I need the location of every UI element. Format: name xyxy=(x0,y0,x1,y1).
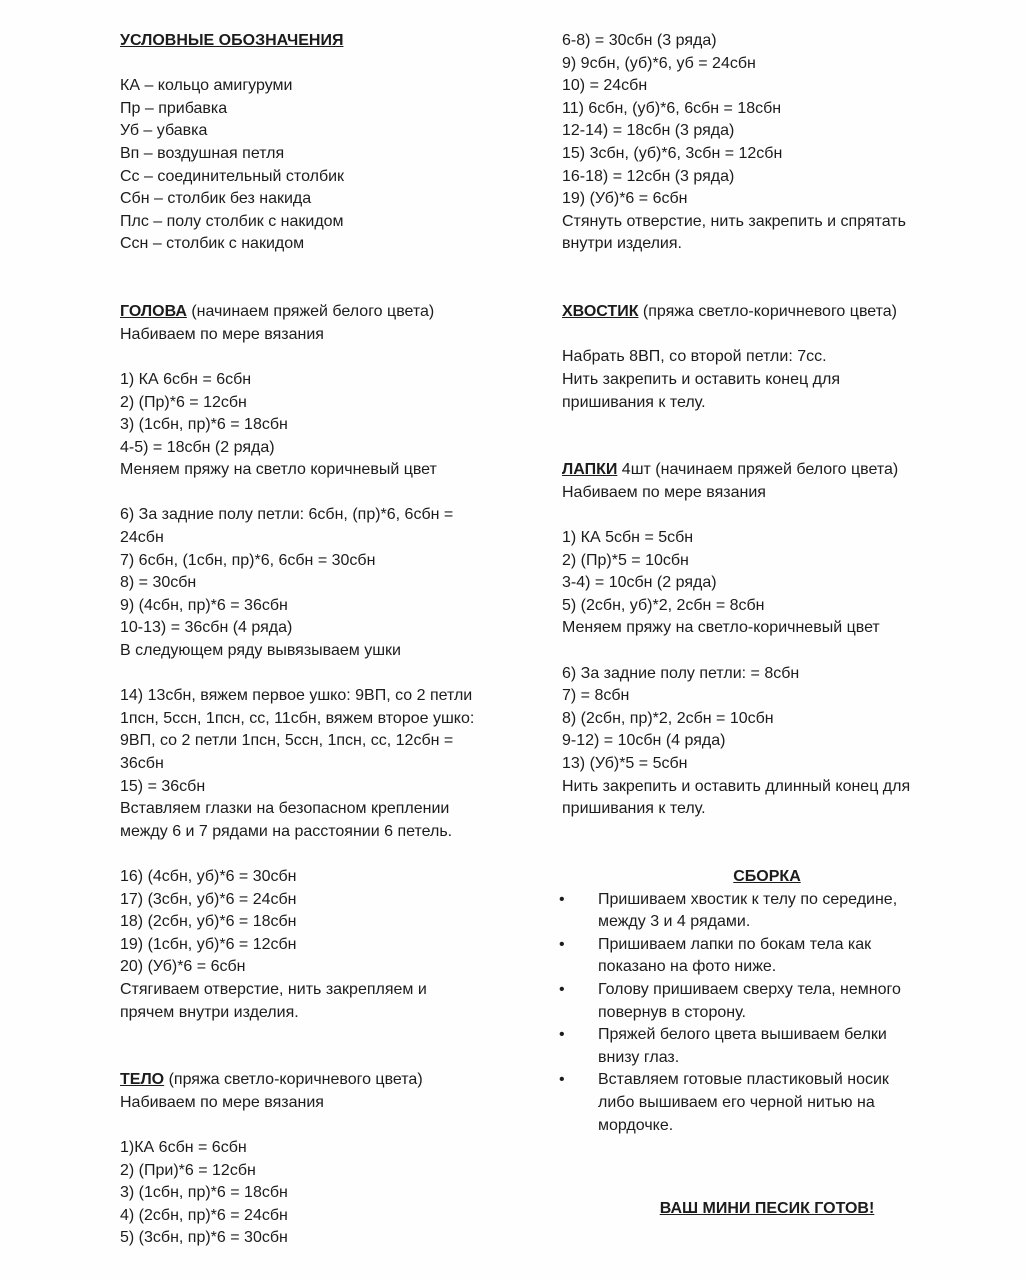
body-row: Стянуть отверстие, нить закрепить и спрятать xyxy=(562,212,906,230)
paws-row: 8) (2сбн, пр)*2, 2сбн = 10сбн xyxy=(562,709,774,727)
head-section-heading xyxy=(120,301,530,324)
assembly-item xyxy=(559,934,972,979)
paws-subtitle: 4шт (начинаем пряжей белого цвета) xyxy=(617,461,899,479)
body-note: Набиваем по мере вязания xyxy=(120,1093,324,1111)
legend-list xyxy=(120,75,530,256)
legend-item: Плс – полу столбик с накидом xyxy=(120,212,344,230)
legend-item: Сбн – столбик без накида xyxy=(120,190,312,208)
head-row: 14) 13сбн, вяжем первое ушко: 9ВП, со 2 петли xyxy=(120,687,473,705)
body-row: 5) (3сбн, пр)*6 = 30сбн xyxy=(120,1229,288,1247)
body-row: 11) 6сбн, (уб)*6, 6сбн = 18сбн xyxy=(562,99,782,117)
head-row: 9) (4сбн, пр)*6 = 36сбн xyxy=(120,596,288,614)
body-row: 10) = 24сбн xyxy=(562,77,648,95)
body-section-heading xyxy=(120,1069,530,1092)
tail-subtitle: (пряжа светло-коричневого цвета) xyxy=(638,303,897,321)
legend-item: Уб – убавка xyxy=(120,122,208,140)
head-row: 17) (3сбн, уб)*6 = 24сбн xyxy=(120,890,297,908)
head-subtitle: (начинаем пряжей белого цвета) xyxy=(186,303,435,321)
body-row: 3) (1сбн, пр)*6 = 18сбн xyxy=(120,1184,288,1202)
paws-row: 1) КА 5сбн = 5сбн xyxy=(562,529,694,547)
body-subtitle: (пряжа светло-коричневого цвета) xyxy=(164,1071,423,1089)
paws-row: Меняем пряжу на светло-коричневый цвет xyxy=(562,619,880,637)
body-title: ТЕЛО xyxy=(120,1071,165,1089)
assembly-item xyxy=(559,1024,972,1069)
head-row: 6) За задние полу петли: 6сбн, (пр)*6, 6сбн = xyxy=(120,506,454,524)
head-row: Стягиваем отверстие, нить закрепляем и xyxy=(120,980,427,998)
paws-row: 7) = 8сбн xyxy=(562,687,630,705)
head-row: 18) (2сбн, уб)*6 = 18сбн xyxy=(120,913,297,931)
tail-row: Набрать 8ВП, со второй петли: 7сс. xyxy=(562,348,827,366)
right-column xyxy=(559,30,972,1237)
head-row: 1псн, 5ссн, 1псн, сс, 11сбн, вяжем второе ушко: xyxy=(120,709,475,727)
head-row: 4-5) = 18сбн (2 ряда) xyxy=(120,438,275,456)
head-row: 7) 6сбн, (1сбн, пр)*6, 6сбн = 30сбн xyxy=(120,551,376,569)
assembly-item xyxy=(559,889,972,934)
tail-section-heading xyxy=(562,301,972,324)
body-row: 4) (2сбн, пр)*6 = 24сбн xyxy=(120,1206,288,1224)
paws-row: 6) За задние полу петли: = 8сбн xyxy=(562,664,800,682)
head-row: 10-13) = 36сбн (4 ряда) xyxy=(120,619,293,637)
paws-row: 5) (2сбн, уб)*2, 2сбн = 8сбн xyxy=(562,596,765,614)
body-row: 2) (При)*6 = 12сбн xyxy=(120,1161,256,1179)
assembly-line: мордочке. xyxy=(598,1116,674,1134)
assembly-line: Голову пришиваем сверху тела, немного xyxy=(598,980,901,998)
head-row: 19) (1сбн, уб)*6 = 12сбн xyxy=(120,935,297,953)
paws-row: 2) (Пр)*5 = 10сбн xyxy=(562,551,689,569)
head-row: между 6 и 7 рядами на расстоянии 6 петель. xyxy=(120,822,453,840)
assembly-line: показано на фото ниже. xyxy=(598,958,777,976)
head-row: 2) (Пр)*6 = 12сбн xyxy=(120,393,247,411)
tail-title: ХВОСТИК xyxy=(562,303,639,321)
head-row: 20) (Уб)*6 = 6сбн xyxy=(120,958,246,976)
head-title: ГОЛОВА xyxy=(120,303,187,321)
paws-row: Нить закрепить и оставить длинный конец для xyxy=(562,777,911,795)
head-row: прячем внутри изделия. xyxy=(120,1003,299,1021)
body-row: 19) (Уб)*6 = 6сбн xyxy=(562,190,688,208)
assembly-item xyxy=(559,1069,972,1137)
assembly-line: либо вышиваем его черной нитью на xyxy=(598,1093,875,1111)
body-row: 9) 9сбн, (уб)*6, уб = 24сбн xyxy=(562,54,756,72)
head-row: 1) КА 6сбн = 6сбн xyxy=(120,370,252,388)
head-row: 16) (4сбн, уб)*6 = 30сбн xyxy=(120,867,297,885)
legend-item: Сс – соединительный столбик xyxy=(120,167,345,185)
assembly-line: внизу глаз. xyxy=(598,1048,680,1066)
head-row: 3) (1сбн, пр)*6 = 18сбн xyxy=(120,416,288,434)
head-note: Набиваем по мере вязания xyxy=(120,325,324,343)
legend-item: Пр – прибавка xyxy=(120,99,228,117)
body-row: 6-8) = 30сбн (3 ряда) xyxy=(562,32,717,49)
assembly-line: Пришиваем лапки по бокам тела как xyxy=(598,935,872,953)
assembly-line: повернув в сторону. xyxy=(598,1003,746,1021)
assembly-line: Вставляем готовые пластиковый носик xyxy=(598,1071,889,1089)
head-row: 24сбн xyxy=(120,529,164,547)
tail-row: пришивания к телу. xyxy=(562,393,706,411)
head-row: 8) = 30сбн xyxy=(120,574,197,592)
paws-row: 3-4) = 10сбн (2 ряда) xyxy=(562,574,717,592)
bullet-icon: • xyxy=(559,980,565,998)
assembly-item xyxy=(559,979,972,1024)
bullet-icon: • xyxy=(559,890,565,908)
body-row: 12-14) = 18сбн (3 ряда) xyxy=(562,122,735,140)
bullet-icon: • xyxy=(559,1071,565,1089)
paws-note: Набиваем по мере вязания xyxy=(562,483,766,501)
tail-row: Нить закрепить и оставить конец для xyxy=(562,370,840,388)
assembly-line: Пряжей белого цвета вышиваем белки xyxy=(598,1026,887,1044)
bullet-icon: • xyxy=(559,1026,565,1044)
body-row: 16-18) = 12сбн (3 ряда) xyxy=(562,167,735,185)
head-row: В следующем ряду вывязываем ушки xyxy=(120,642,401,660)
left-column xyxy=(120,30,530,1250)
assembly-line: Пришиваем хвостик к телу по середине, xyxy=(598,890,898,908)
legend-item: Ссн – столбик с накидом xyxy=(120,235,305,253)
head-row: 9ВП, со 2 петли 1псн, 5ссн, 1псн, сс, 12сбн = xyxy=(120,732,454,750)
body-row: 15) 3сбн, (уб)*6, 3сбн = 12сбн xyxy=(562,144,783,162)
head-row: Вставляем глазки на безопасном креплении xyxy=(120,800,450,818)
body-row: 1)КА 6сбн = 6сбн xyxy=(120,1139,247,1157)
body-row: внутри изделия. xyxy=(562,235,682,253)
assembly-line: между 3 и 4 рядами. xyxy=(598,913,751,931)
paws-section-heading xyxy=(562,459,972,482)
assembly-title: СБОРКА xyxy=(733,867,801,885)
head-row: 15) = 36сбн xyxy=(120,777,206,795)
legend-item: КА – кольцо амигуруми xyxy=(120,77,293,95)
paws-row: пришивания к телу. xyxy=(562,800,706,818)
legend-item: Вп – воздушная петля xyxy=(120,144,285,162)
head-row: 36сбн xyxy=(120,755,164,772)
paws-row: 13) (Уб)*5 = 5сбн xyxy=(562,755,688,772)
final-message: ВАШ МИНИ ПЕСИК ГОТОВ! xyxy=(659,1200,875,1218)
legend-title: УСЛОВНЫЕ ОБОЗНАЧЕНИЯ xyxy=(120,32,344,49)
head-row: Меняем пряжу на светло коричневый цвет xyxy=(120,461,437,479)
paws-row: 9-12) = 10сбн (4 ряда) xyxy=(562,732,726,750)
assembly-list xyxy=(559,889,972,1138)
paws-title: ЛАПКИ xyxy=(562,461,618,479)
bullet-icon: • xyxy=(559,935,565,953)
